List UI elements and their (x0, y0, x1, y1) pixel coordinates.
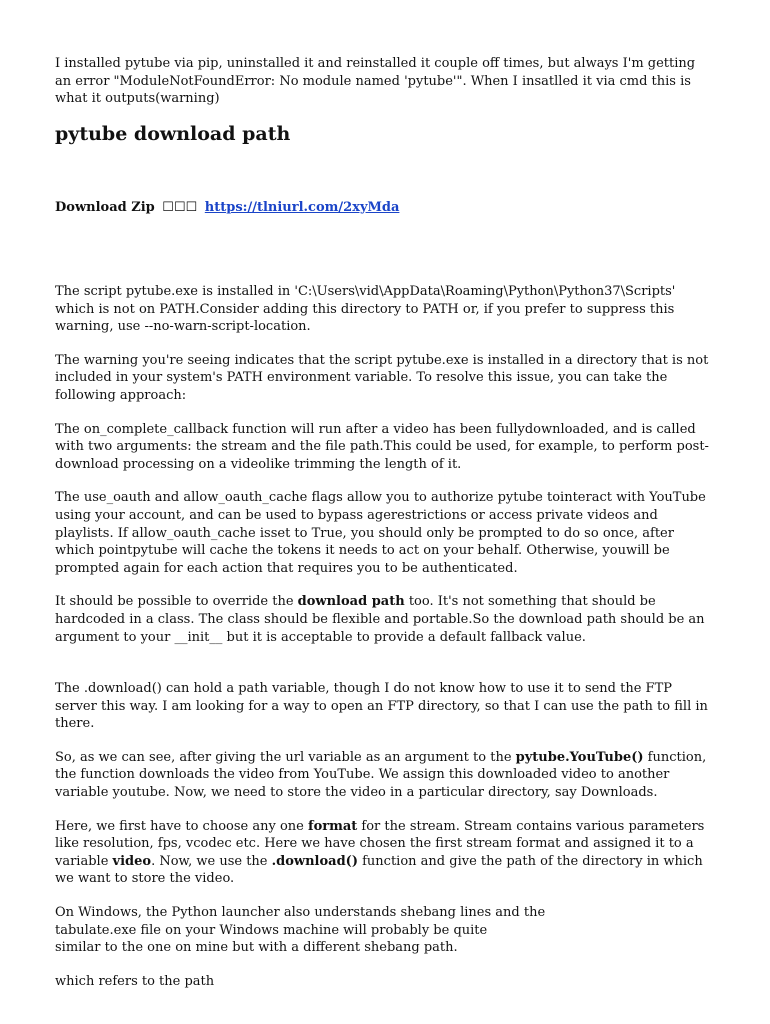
text-span: too. It's not something that should be hardcoded in a class. The class should be flexible and portable.So the download path should be an argument to your __init__ but it is acceptable to provide a default fallback value. (55, 594, 705, 645)
bold-span: .download() (271, 853, 358, 869)
bold-span: pytube.YouTube() (515, 749, 644, 765)
paragraph-format (55, 818, 715, 888)
text-span: . Now, we use the (151, 853, 272, 869)
download-link[interactable]: https://tlniurl.com/2xyMda (204, 200, 400, 215)
paragraph-path-ref: which refers to the path (55, 973, 215, 989)
intro-paragraph: I installed pytube via pip, uninstalled it and reinstalled it couple off times, but always I'm getting an error "ModuleNotFoundError: No module named 'pytube'". When I insatlled it via cmd this is what it outputs(warning) (55, 56, 696, 107)
paragraph-callback: The on_complete_callback function will run after a video has been fullydownloaded, and is called with two arguments: the stream and the file path.This could be used, for example, to perform post-download processing on a videolike trimming the length of it. (55, 421, 709, 472)
text-span: function and give the path of the directory in which we want to store the video. (55, 853, 703, 887)
text-span: It should be possible to override the (55, 594, 298, 610)
download-label: Download Zip (55, 200, 155, 215)
text-span: function, the function downloads the video from YouTube. We assign this downloaded video to another variable youtube. Now, we need to store the video in a particular directory, say Downloads. (55, 749, 707, 801)
article-body (55, 283, 715, 1006)
paragraph-ftp: The .download() can hold a path variable, though I do not know how to use it to send the FTP server this way. I am looking for a way to open an FTP directory, so that I can use the path to fill in there. (55, 681, 708, 732)
paragraph-oauth: The use_oauth and allow_oauth_cache flags allow you to authorize pytube tointeract with YouTube using your account, and can be used to bypass agerestrictions or access private videos and playlists. If allow_oauth_cache isset to True, you should only be prompted to do so once, after which pointpytube will cache the tokens it needs to act on your behalf. Otherwise, youwill be prompted again for each action that requires you to be authenticated. (55, 490, 706, 576)
bold-span: video (112, 853, 152, 869)
bold-span: download path (297, 594, 405, 610)
download-line (55, 199, 399, 217)
paragraph-windows-launcher (55, 904, 715, 957)
paragraph-override (55, 593, 715, 646)
text-span: for the stream. Stream contains various parameters like resolution, fps, vcodec etc. Here we have chosen the first stream format and assigned it to a variable (55, 818, 705, 869)
paragraph-warning: The warning you're seeing indicates that the script pytube.exe is installed in a directory that is not included in your system's PATH environment variable. To resolve this issue, you can take the following approach: (55, 352, 709, 403)
document-page (55, 55, 715, 989)
paragraph-youtube-function (55, 749, 715, 802)
arrow-icon: ☐☐☐ (162, 200, 198, 215)
text-line: similar to the one on mine but with a different shebang path. (55, 940, 458, 956)
text-line: tabulate.exe file on your Windows machine will probably be quite (55, 922, 488, 938)
bold-span: format (307, 818, 358, 834)
paragraph-script-path: The script pytube.exe is installed in 'C:\Users\vid\AppData\Roaming\Python\Python37\Scripts' which is not on PATH.Consider adding this directory to PATH or, if you prefer to suppress this warning, use --no-warn-script-location. (55, 284, 676, 335)
page-title: pytube download path (55, 122, 291, 145)
text-span: Here, we first have to choose any one (55, 818, 308, 834)
text-line: On Windows, the Python launcher also understands shebang lines and the (55, 905, 546, 921)
text-span: So, as we can see, after giving the url variable as an argument to the (55, 749, 516, 765)
